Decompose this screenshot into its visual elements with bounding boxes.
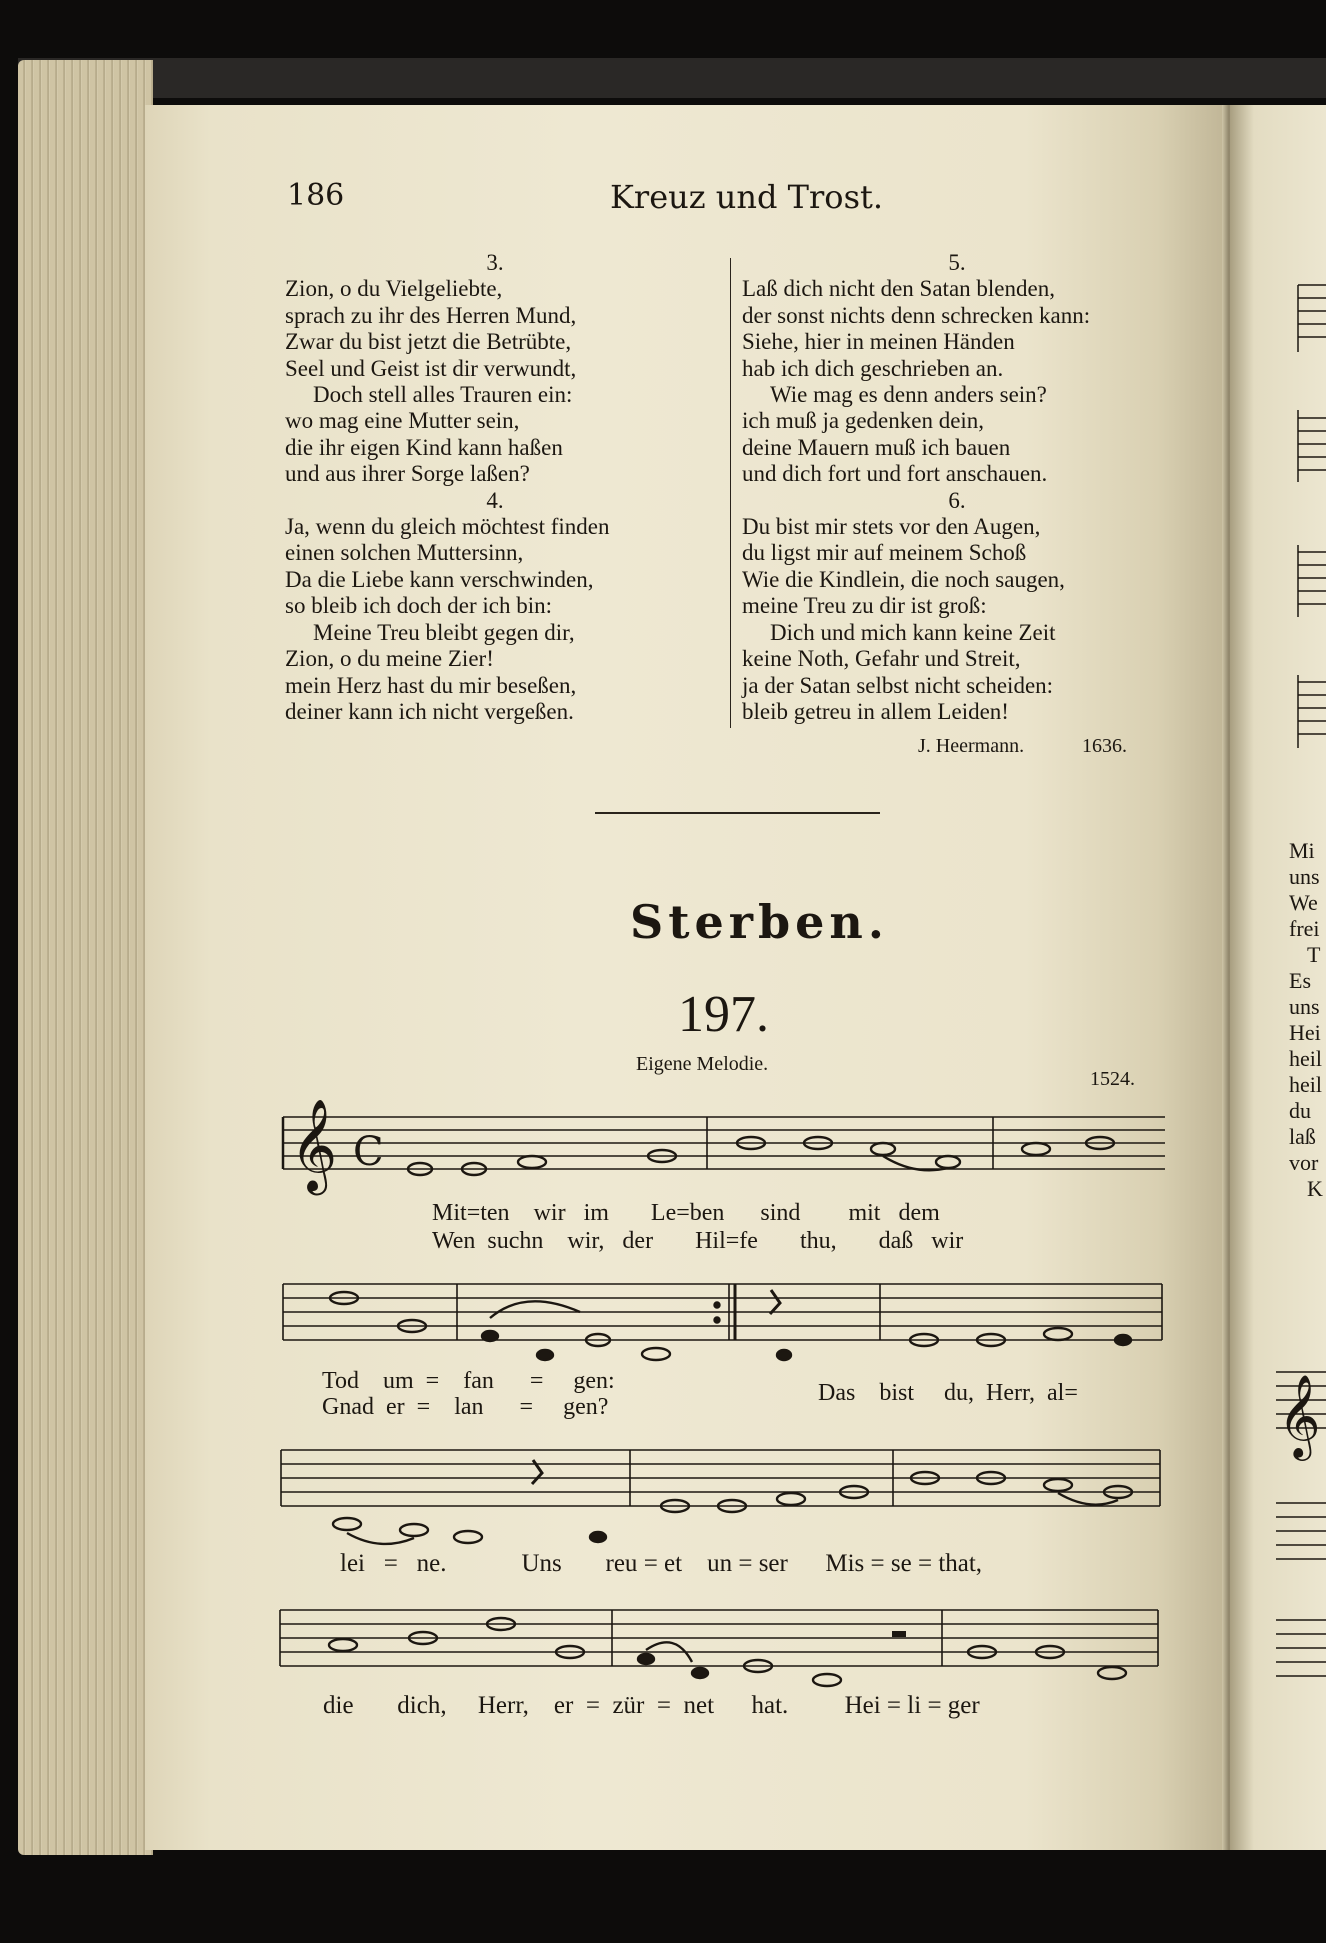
verse-line: so bleib ich doch der ich bin: xyxy=(285,593,552,619)
lyric-line: Tod um = fan = gen: xyxy=(322,1368,615,1394)
author-year: 1636. xyxy=(1082,735,1127,757)
verse-line: Zion, o du Vielgeliebte, xyxy=(285,276,503,302)
verse-line: hab ich dich geschrieben an. xyxy=(742,355,1004,381)
verse-line: Seel und Geist ist dir verwundt, xyxy=(285,355,577,381)
verse-line: keine Noth, Gefahr und Streit, xyxy=(742,646,1021,672)
verse-line: wo mag eine Mutter sein, xyxy=(285,408,520,434)
verse-line: und aus ihrer Sorge laßen? xyxy=(285,461,530,487)
verse-line: du ligst mir auf meinem Schoß xyxy=(742,540,1027,566)
verse-line: bleib getreu in allem Leiden! xyxy=(742,698,1009,724)
melody-year: 1524. xyxy=(1090,1068,1135,1090)
section-title: Sterben. xyxy=(630,895,889,949)
verse-line: mein Herz hast du mir beseßen, xyxy=(285,672,577,698)
verse-line: der sonst nichts denn schrecken kann: xyxy=(742,302,1091,328)
verse-line: Da die Liebe kann verschwinden, xyxy=(285,566,594,592)
verse-line: und dich fort und fort anschauen. xyxy=(742,461,1048,487)
verse-line: deine Mauern muß ich bauen xyxy=(742,434,1011,460)
facing-page-text: Mi uns We frei T Es uns Hei heil heil du laß vor K xyxy=(1289,838,1323,1201)
verse-line: Laß dich nicht den Satan blenden, xyxy=(742,276,1055,302)
treble-clef-icon: 𝄞 xyxy=(1278,1373,1321,1457)
page-number: 186 xyxy=(287,178,345,213)
verse-line: einen solchen Muttersinn, xyxy=(285,540,524,566)
treble-clef-icon: 𝄞 xyxy=(290,1098,338,1191)
verse-line: deiner kann ich nicht vergeßen. xyxy=(285,698,574,724)
verse-line: Wie die Kindlein, die noch saugen, xyxy=(742,566,1065,592)
verse-line: Doch stell alles Trauren ein: xyxy=(313,382,573,408)
verse-line: Du bist mir stets vor den Augen, xyxy=(742,514,1041,540)
verse-line: Dich und mich kann keine Zeit xyxy=(770,619,1056,645)
stanza-number: 6. xyxy=(948,487,966,513)
verse-line: meine Treu zu dir ist groß: xyxy=(742,593,987,619)
stanza-number: 3. xyxy=(486,250,504,275)
verse-line: ja der Satan selbst nicht scheiden: xyxy=(742,672,1054,698)
verse-line: Siehe, hier in meinen Händen xyxy=(742,329,1015,355)
verse-line: Zwar du bist jetzt die Betrübte, xyxy=(285,329,572,355)
stanza-number: 5. xyxy=(948,250,966,275)
common-time-icon: C xyxy=(353,1129,384,1175)
lyric-line: Das bist du, Herr, al= xyxy=(818,1380,1078,1406)
verse-line: die ihr eigen Kind kann haßen xyxy=(285,434,563,460)
verse-line: ich muß ja gedenken dein, xyxy=(742,408,985,434)
lyric-line: lei = ne. Uns reu = et un = ser Mis = se = that, xyxy=(340,1550,983,1577)
lyric-line: Wen suchn wir, der Hil=fe thu, daß wir xyxy=(432,1228,964,1254)
author: J. Heermann. xyxy=(918,735,1025,757)
melody-label: Eigene Melodie. xyxy=(636,1053,769,1075)
verse-line: Wie mag es denn anders sein? xyxy=(770,382,1047,408)
lyric-line: Gnad er = lan = gen? xyxy=(322,1394,609,1420)
lyric-line: die dich, Herr, er = zür = net hat. Hei = li = ger xyxy=(323,1692,980,1719)
lyric-line: Mit=ten wir im Le=ben sind mit dem xyxy=(432,1200,940,1226)
verse-line: Ja, wenn du gleich möchtest finden xyxy=(285,514,610,540)
verse-line: Meine Treu bleibt gegen dir, xyxy=(313,619,575,645)
stanza-number: 4. xyxy=(486,487,504,513)
verse-line: sprach zu ihr des Herren Mund, xyxy=(285,302,577,328)
verse-line: Zion, o du meine Zier! xyxy=(285,646,494,672)
hymn-number: 197. xyxy=(678,986,769,1043)
running-title: Kreuz und Trost. xyxy=(610,178,884,216)
